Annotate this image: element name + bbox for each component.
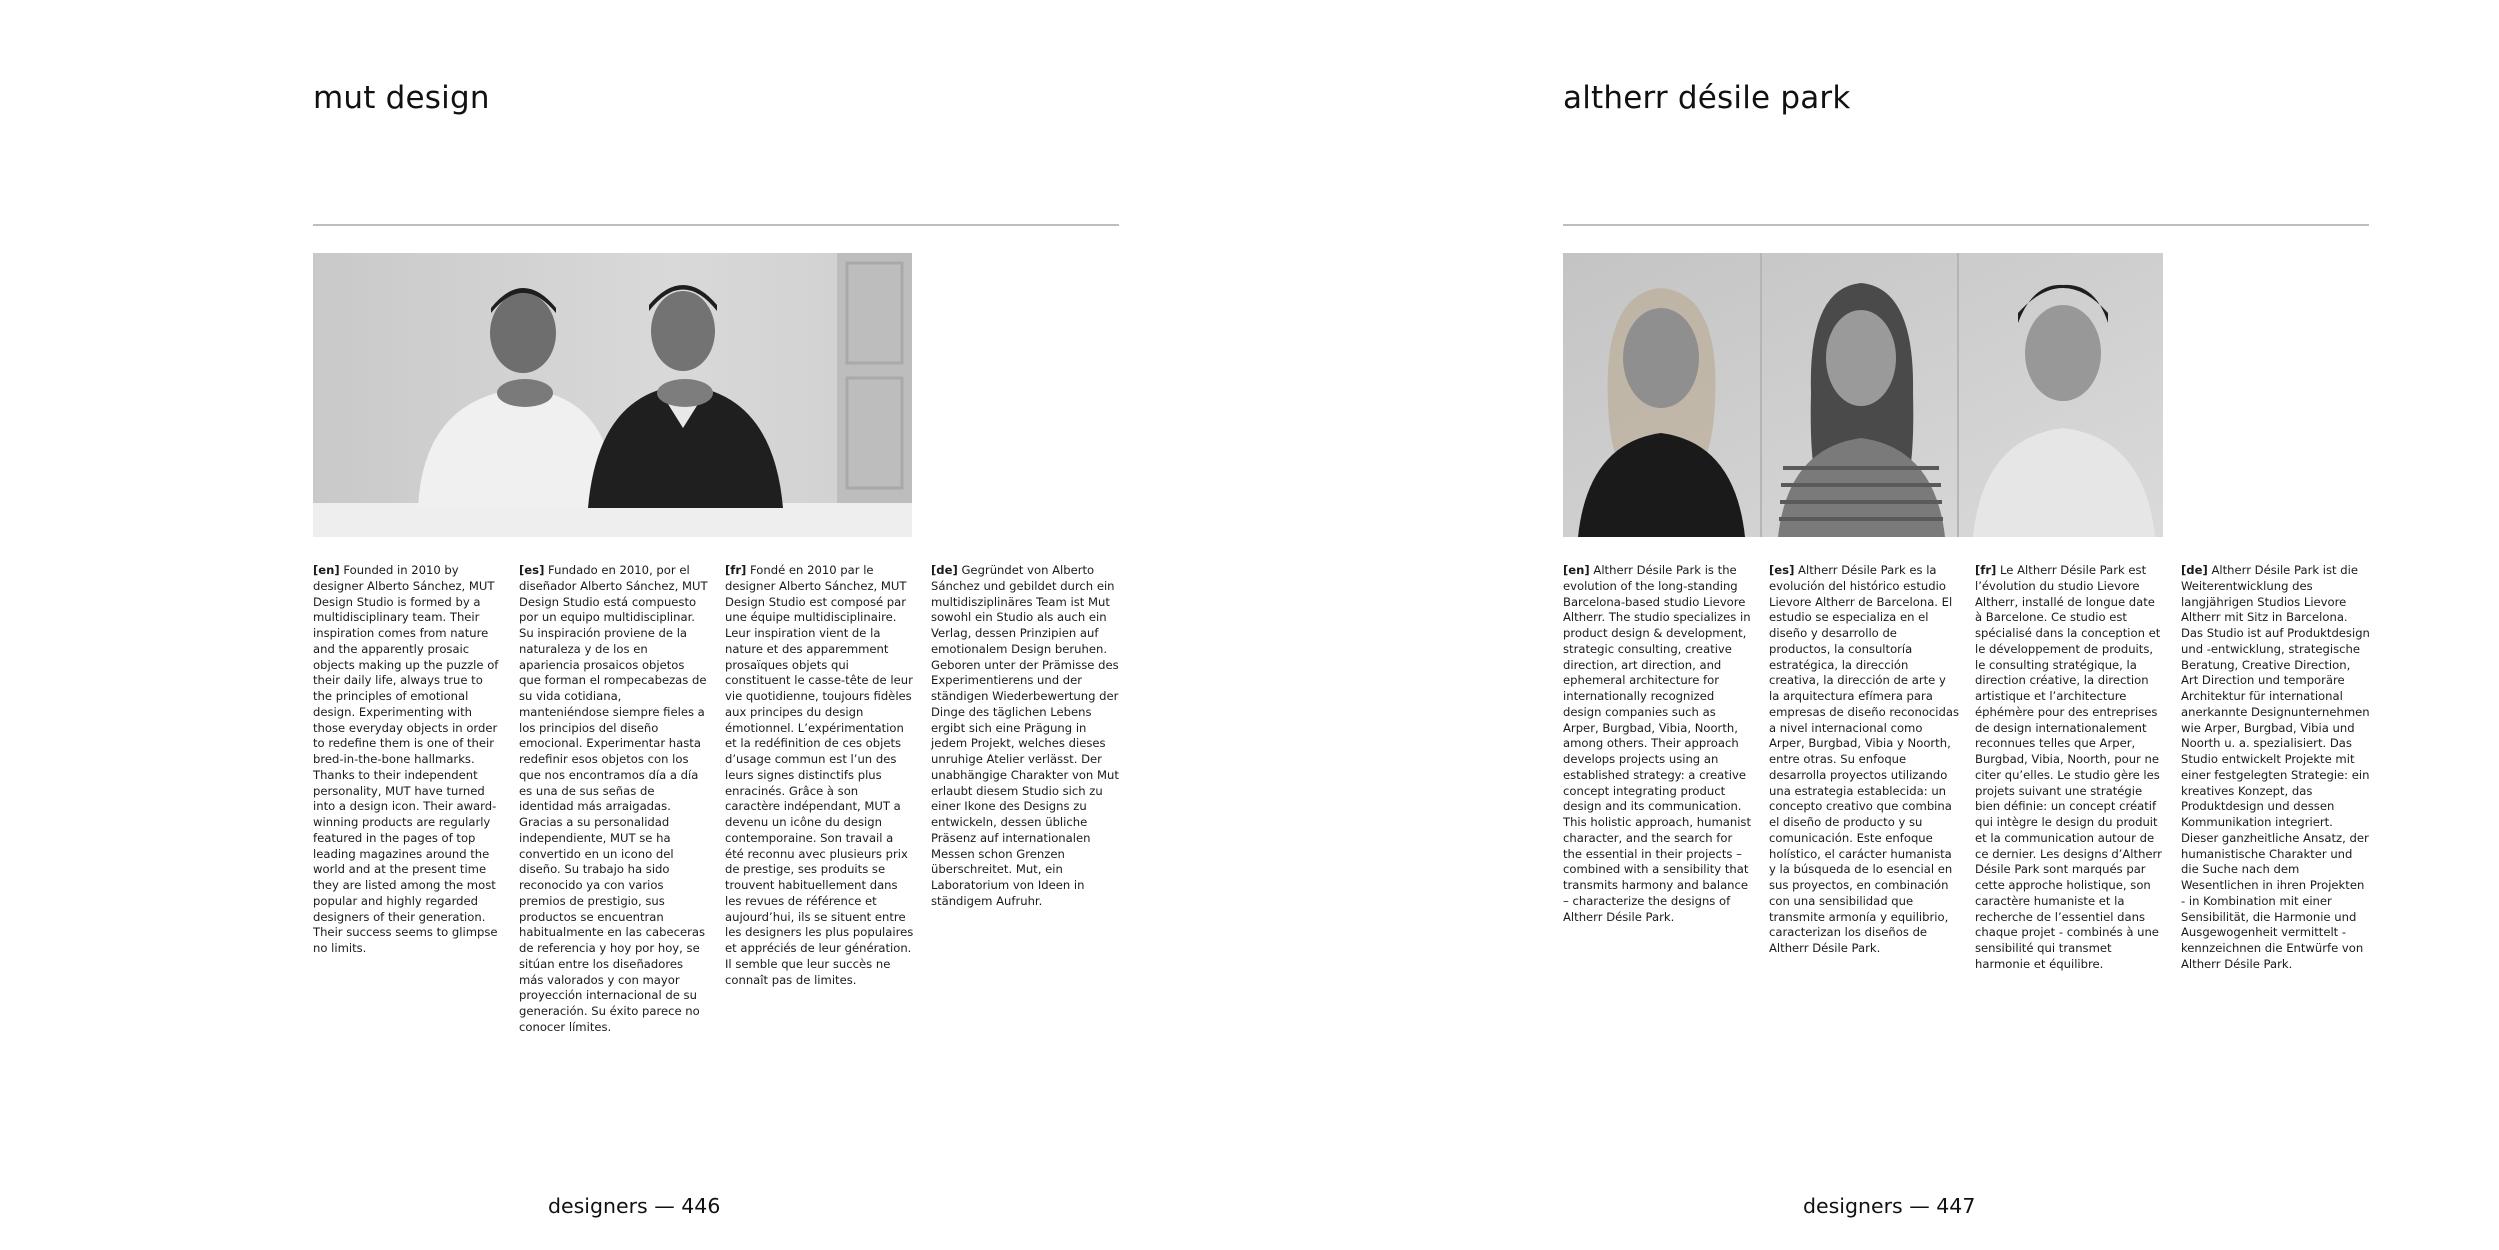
column-de bbox=[931, 563, 1121, 1036]
lang-tag: [es] bbox=[519, 563, 545, 577]
column-text: Le Altherr Désile Park est l’évolution du studio Lievore Altherr, installé de longue date à Barcelone. Ce studio est spécialisé dans la conception et le développement de produits, le consulting stratégique, la direction créative, la direction artistique et l’architecture éphémère pour des entreprises de design internationalement reconnues telles que Arper, Burgbad, Vibia, Noorth, pour ne citer qu’elles. Le studio gère les projets suivant une stratégie bien définie: un concept créatif qui intègre le design du produit et la communication autour de ce dernier. Les designs d’Altherr Désile Park sont marqués par cette approche holistique, son caractère humaniste et la recherche de l’essentiel dans chaque projet - combinés à une sensibilité qui transmet harmonie et équilibre. bbox=[1975, 563, 2162, 971]
column-text: Fundado en 2010, por el diseñador Alberto Sánchez, MUT Design Studio está compuesto por un equipo multidisciplinar. Su inspiración proviene de la naturaleza y de los en apariencia prosaicos objetos que forman el rompecabezas de su vida cotidiana, manteniéndose siempre fieles a los principios del diseño emocional. Experimentar hasta redefinir esos objetos con los que nos encontramos día a día es una de sus señas de identidad más arraigadas. Gracias a su personalidad independiente, MUT se ha convertido en un icono del diseño. Su trabajo ha sido reconocido ya con varios premios de prestigio, sus productos se encuentran habitualmente en las cabeceras de referencia y hoy por hoy, se sitúan entre los diseñadores más valorados y con mayor proyección internacional de su generación. Su éxito parece no conocer límites. bbox=[519, 563, 708, 1034]
column-de bbox=[2181, 563, 2371, 973]
column-fr bbox=[1975, 563, 2165, 973]
page-title: mut design bbox=[313, 80, 490, 116]
column-text: Founded in 2010 by designer Alberto Sánchez, MUT Design Studio is formed by a multidisciplinary team. Their inspiration comes from nature and the apparently prosaic objects making up the puzzle of their daily life, always true to the principles of emotional design. Experimenting with those everyday objects in order to redefine them is one of their bred-in-the-bone hallmarks. Thanks to their independent personality, MUT have turned into a design icon. Their award-winning products are regularly featured in the pages of top leading magazines around the world and at the present time they are listed among the most popular and highly regarded designers of their generation. Their success seems to glimpse no limits. bbox=[313, 563, 499, 955]
right-page bbox=[1250, 0, 2499, 1250]
page-folio: designers — 446 bbox=[548, 1194, 721, 1218]
column-text: Altherr Désile Park es la evolución del histórico estudio Lievore Altherr de Barcelona. El estudio se especializa en el diseño y desarrollo de productos, la consultoría estratégica, la dirección creativa, la dirección de arte y la arquitectura efímera para empresas de diseño reconocidas a nivel internacional como Arper, Burgbad, Vibia y Noorth, entre otras. Su enfoque desarrolla proyectos utilizando una estrategia establecida: un concepto creativo que combina el diseño de producto y su comunicación. Este enfoque holístico, el carácter humanista y la búsqueda de lo esencial en sus proyectos, en combinación con una sensibilidad que transmite armonía y equilibrio, caracterizan los diseños de Altherr Désile Park. bbox=[1769, 563, 1960, 955]
portrait-photo bbox=[313, 253, 912, 537]
text-columns bbox=[313, 563, 1121, 1036]
lang-tag: [es] bbox=[1769, 563, 1795, 577]
column-es bbox=[1769, 563, 1959, 973]
divider-rule bbox=[313, 224, 1119, 226]
lang-tag: [de] bbox=[931, 563, 958, 577]
column-en bbox=[1563, 563, 1753, 973]
divider-rule bbox=[1563, 224, 2369, 226]
lang-tag: [en] bbox=[313, 563, 340, 577]
page-title: altherr désile park bbox=[1563, 80, 1851, 116]
column-text: Altherr Désile Park is the evolution of the long-standing Barcelona-based studio Lievore Altherr. The studio specializes in product design & development, strategic consulting, creative direction, art direction, and ephemeral architecture for internationally recognized design companies such as Arper, Burgbad, Vibia, Noorth, among others. Their approach develops projects using an established strategy: a creative concept integrating product design and its communication. This holistic approach, humanist character, and the search for the essential in their projects – combined with a sensibility that transmits harmony and balance – characterize the designs of Altherr Désile Park. bbox=[1563, 563, 1752, 924]
page-folio: designers — 447 bbox=[1803, 1194, 1976, 1218]
lang-tag: [de] bbox=[2181, 563, 2208, 577]
column-text: Fondé en 2010 par le designer Alberto Sánchez, MUT Design Studio est composé par une équipe multidisciplinaire. Leur inspiration vient de la nature et des apparemment prosaïques objets qui constituent le casse-tête de leur vie quotidienne, toujours fidèles aux principes du design émotionnel. L’expérimentation et la redéfinition de ces objets d’usage commun est l’un des leurs signes distinctifs plus enracinés. Grâce à son caractère indépendant, MUT a devenu un icône du design contemporaine. Son travail a été reconnu avec plusieurs prix de prestige, ses produits se trouvent habituellement dans les revues de référence et aujourd’hui, ils se situent entre les designers les plus populaires et appréciés de leur génération. Il semble que leur succès ne connaît pas de limites. bbox=[725, 563, 914, 987]
column-text: Altherr Désile Park ist die Weiterentwicklung des langjährigen Studios Lievore Altherr mit Sitz in Barcelona. Das Studio ist auf Produktdesign und -entwicklung, strategische Beratung, Creative Direction, Art Direction und temporäre Architektur für international anerkannte Designunternehmen wie Arper, Burgbad, Vibia und Noorth u. a. spezialisiert. Das Studio entwickelt Projekte mit einer festgelegten Strategie: ein kreatives Konzept, das Produktdesign und dessen Kommunikation integriert. Dieser ganzheitliche Ansatz, der humanistische Charakter und die Suche nach dem Wesentlichen in ihren Projekten - in Kombination mit einer Sensibilität, die Harmonie und Ausgewogenheit vermittelt - kennzeichnen die Entwürfe von Altherr Désile Park. bbox=[2181, 563, 2370, 971]
portrait-photo-image bbox=[1563, 253, 2163, 537]
text-columns bbox=[1563, 563, 2371, 973]
column-text: Gegründet von Alberto Sánchez und gebildet durch ein multidisziplinäres Team ist Mut sowohl ein Studio als auch ein Verlag, dessen Prinzipien auf emotionalem Design beruhen. Geboren unter der Prämisse des Experimentierens und der ständigen Wiederbewertung der Dinge des täglichen Lebens ergibt sich eine Prägung in jedem Projekt, welches dieses unruhige Atelier verlässt. Der unabhängige Charakter von Mut erlaubt diesem Studio sich zu einer Ikone des Designs zu entwickeln, dessen übliche Präsenz auf internationalen Messen schon Grenzen überschreitet. Mut, ein Laboratorium von Ideen in ständigem Aufruhr. bbox=[931, 563, 1119, 908]
portrait-photo-image bbox=[313, 253, 912, 537]
column-fr bbox=[725, 563, 915, 1036]
lang-tag: [fr] bbox=[725, 563, 747, 577]
column-es bbox=[519, 563, 709, 1036]
lang-tag: [fr] bbox=[1975, 563, 1997, 577]
portrait-photo bbox=[1563, 253, 2163, 537]
lang-tag: [en] bbox=[1563, 563, 1590, 577]
left-page bbox=[0, 0, 1249, 1250]
column-en bbox=[313, 563, 503, 1036]
